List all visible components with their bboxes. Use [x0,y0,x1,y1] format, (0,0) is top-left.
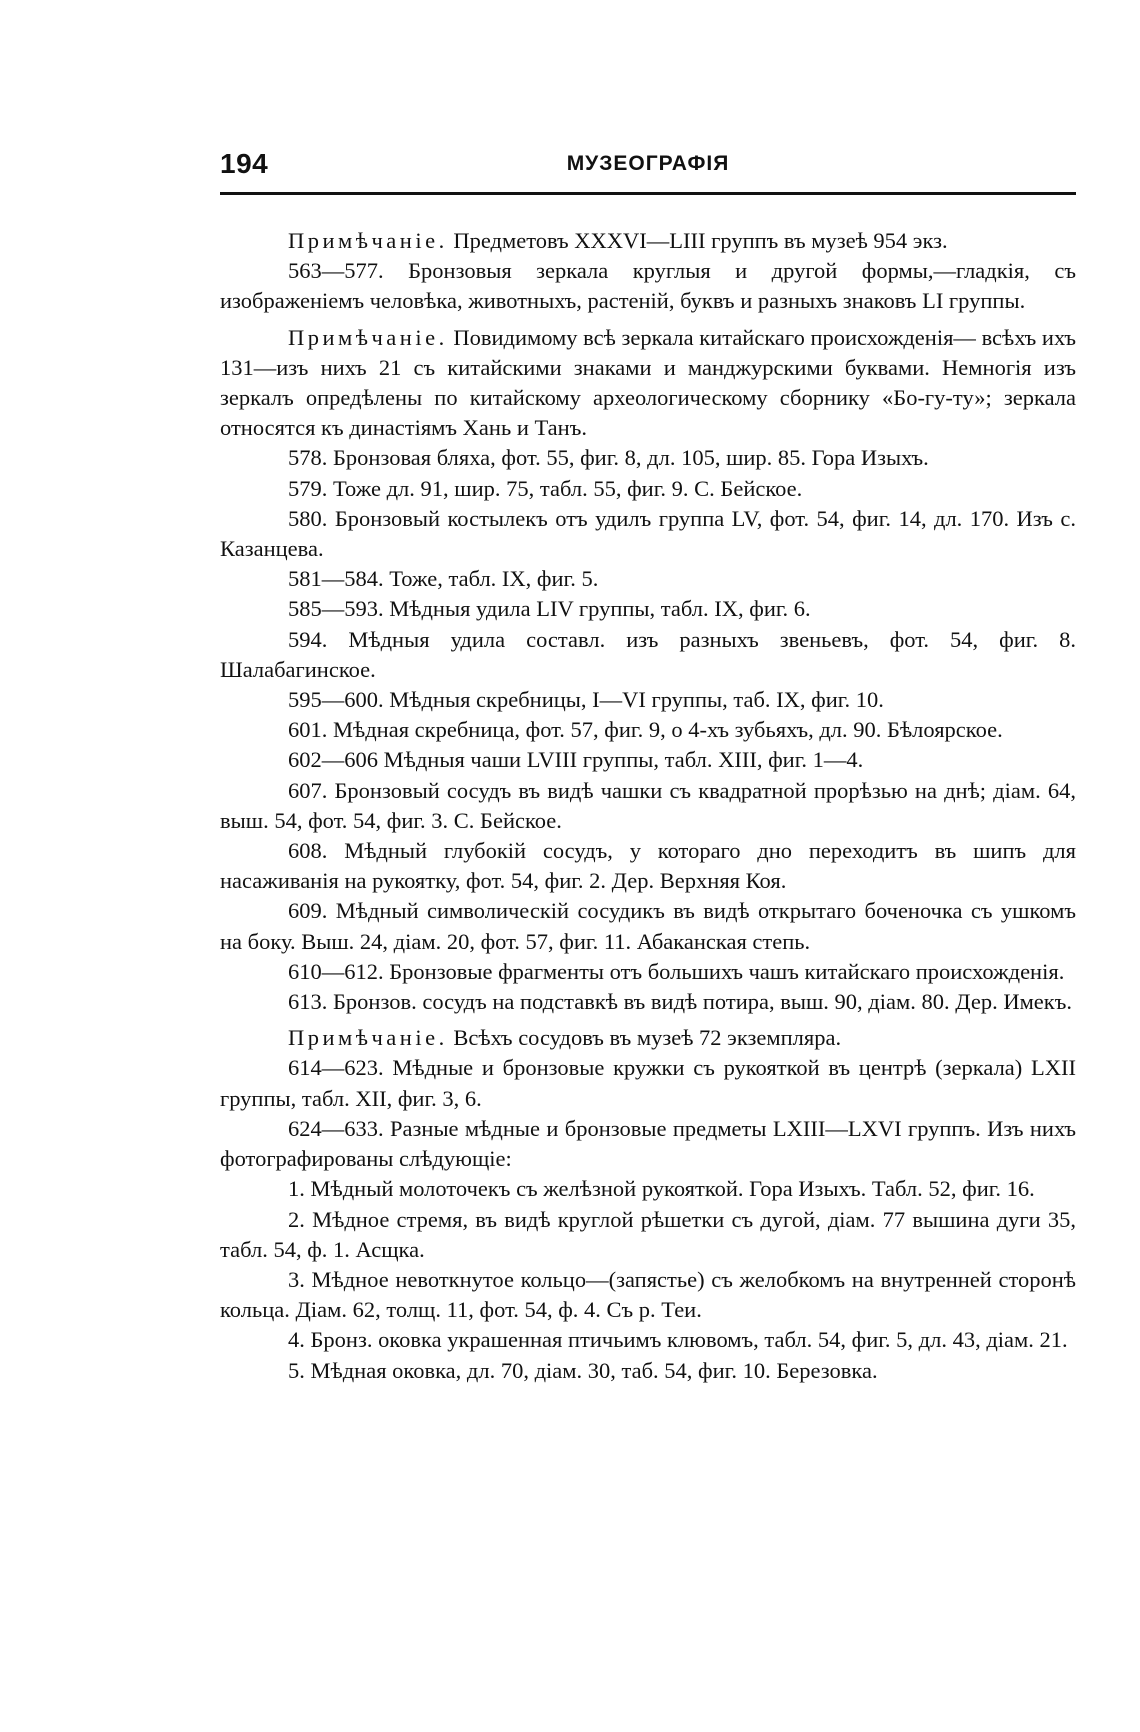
note-paragraph [220,1023,1076,1053]
paragraph-text: 608. Мѣдный глубокій сосудъ, у котораго дно переходитъ въ шипъ для насаживанія на рукоятку, фот. 54, фиг. 2. Дер. Верхняя Коя. [220,838,1076,894]
paragraph-text: 613. Бронзов. сосудъ на подставкѣ въ видѣ потира, выш. 90, діам. 80. Дер. Имекъ. [288,989,1072,1015]
catalog-entry [220,504,1076,564]
paragraph-text: 1. Мѣдный молоточекъ съ желѣзной рукояткой. Гора Изыхъ. Табл. 52, фиг. 16. [288,1176,1035,1202]
catalog-entry [220,957,1076,987]
paragraph-text: 5. Мѣдная оковка, дл. 70, діам. 30, таб. 54, фиг. 10. Березовка. [288,1357,878,1383]
catalog-entry [220,836,1076,896]
paragraph-text: 578. Бронзовая бляха, фот. 55, фиг. 8, дл. 105, шир. 85. Гора Изыхъ. [288,445,929,471]
paragraph-text: 4. Бронз. оковка украшенная птичьимъ клювомъ, табл. 54, фиг. 5, дл. 43, діам. 21. [288,1327,1068,1353]
paragraph-text: 610—612. Бронзовые фрагменты отъ большихъ чашъ китайскаго происхожденія. [288,958,1065,984]
page-header [220,148,1076,188]
paragraph-text: 609. Мѣдный символическій сосудикъ въ видѣ открытаго боченочка съ ушкомъ на боку. Выш. 24, діам. 20, фот. 57, фиг. 11. Абаканская степь. [220,898,1076,954]
paragraph-text: 595—600. Мѣдныя скребницы, I—VI группы, таб. IX, фиг. 10. [288,687,884,713]
paragraph-text: Повидимому всѣ зеркала китайскаго происхожденія— всѣхъ ихъ 131—изъ нихъ 21 съ китайскими знаками и манджурскими буквами. Немногія изъ зеркалъ опредѣлены по китайскому археологическому сборнику «Бо-гу-ту»; зеркала относятся къ династіямъ Хань и Танъ. [220,324,1076,441]
paragraph-text: 563—577. Бронзовыя зеркала круглыя и другой формы,—гладкія, съ изображеніемъ человѣка, животныхъ, растеній, буквъ и разныхъ знаковъ LI группы. [220,258,1076,314]
page-number: 194 [220,148,269,179]
catalog-entry [220,625,1076,685]
paragraph-text: 624—633. Разные мѣдные и бронзовые предметы LXIII—LXVI группъ. Изъ нихъ фотографированы слѣдующіе: [220,1115,1076,1172]
catalog-subitem [220,1174,1076,1204]
catalog-entry [220,564,1076,594]
paragraph-text: 601. Мѣдная скребница, фот. 57, фиг. 9, о 4-хъ зубьяхъ, дл. 90. Бѣлоярское. [288,717,1003,743]
paragraph-text: 3. Мѣдное невоткнутое кольцо—(запястье) съ желобкомъ на внутренней сторонѣ кольца. Діам. 62, толщ. 11, фот. 54, ф. 4. Съ р. Теи. [220,1266,1076,1323]
catalog-entry [220,745,1076,775]
paragraph-text: 585—593. Мѣдныя удила LIV группы, табл. IX, фиг. 6. [288,596,811,622]
catalog-entry [220,896,1076,956]
paragraph-text: 581—584. Тоже, табл. IX, фиг. 5. [288,566,599,592]
note-lead: Примѣчаніе. [288,228,448,253]
catalog-entry [220,256,1076,316]
catalog-entry [220,594,1076,624]
catalog-subitem [220,1325,1076,1355]
paragraph-text: 580. Бронзовый костылекъ отъ удилъ группа LV, фот. 54, фиг. 14, дл. 170. Изъ с. Казанцева. [220,505,1076,562]
paragraph-text: Всѣхъ сосудовъ въ музеѣ 72 экземпляра. [447,1025,842,1051]
paragraph-text: 579. Тоже дл. 91, шир. 75, табл. 55, фиг. 9. С. Бейское. [288,475,803,501]
note-lead: Примѣчаніе. [288,324,448,350]
header-rule [220,192,1076,195]
paragraph-text: 594. Мѣдныя удила составл. изъ разныхъ звеньевъ, фот. 54, фиг. 8. Шалабагинское. [220,626,1076,682]
paragraph-text: 602—606 Мѣдныя чаши LVIII группы, табл. XIII, фиг. 1—4. [288,747,864,773]
running-title: МУЗЕОГРАФІЯ [566,152,730,175]
catalog-entry [220,715,1076,745]
catalog-entry [220,987,1076,1017]
catalog-entry [220,1053,1076,1113]
paragraph-text: Предметовъ XXXVI—LIII группъ въ музеѣ 954 экз. [447,228,948,253]
catalog-subitem [220,1265,1076,1325]
catalog-entry [220,443,1076,473]
catalog-entry [220,474,1076,504]
catalog-subitem [220,1356,1076,1386]
paragraph-text: 614—623. Мѣдные и бронзовые кружки съ рукояткой въ центрѣ (зеркала) LXII группы, табл. XII, фиг. 3, 6. [220,1055,1076,1111]
catalog-entry [220,1114,1076,1174]
paragraph-text: 2. Мѣдное стремя, въ видѣ круглой рѣшетки съ дугой, діам. 77 вышина дуги 35, табл. 54, ф. 1. Асщка. [220,1206,1076,1262]
body-text [220,226,1076,1386]
note-paragraph [220,323,1076,444]
catalog-entry [220,685,1076,715]
note-paragraph [220,226,1076,256]
catalog-entry [220,776,1076,836]
catalog-subitem [220,1205,1076,1265]
note-lead: Примѣчаніе. [288,1025,448,1051]
paragraph-text: 607. Бронзовый сосудъ въ видѣ чашки съ квадратной прорѣзью на днѣ; діам. 64, выш. 54, фот. 54, фиг. 3. С. Бейское. [220,777,1076,833]
